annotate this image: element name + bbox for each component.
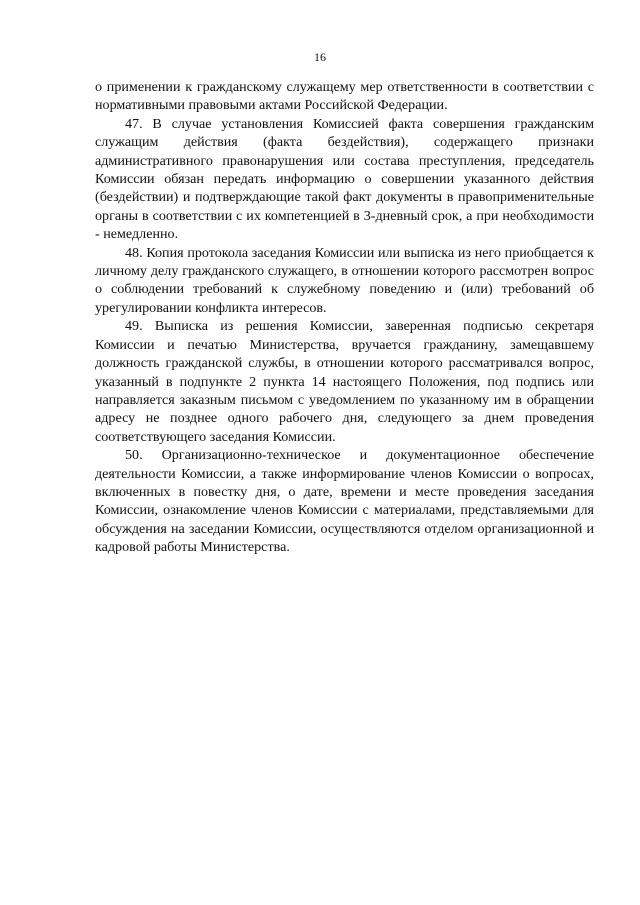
paragraph-item-47: 47. В случае установления Комиссией факта совершения гражданским служащим действия (факта бездействия), содержащего признаки административного правонарушения или состава преступления, председатель Комиссии обязан передать информацию о совершении указанного действия (бездействии) и подтверждающие такой факт документы в правоприменительные органы в соответствии с их компетенцией в 3-дневный срок, а при необходимости - немедленно. [95, 115, 594, 243]
paragraph-item-50: 50. Организационно-техническое и документационное обеспечение деятельности Комиссии, а также информирование членов Комиссии о вопросах, включенных в повестку дня, о дате, времени и месте проведения заседания Комиссии, ознакомление членов Комиссии с материалами, представляемыми для обсуждения на заседании Комиссии, осуществляются отделом организационной и кадровой работы Министерства. [95, 447, 594, 556]
page-number: 16 [314, 50, 326, 64]
paragraph-continuation: о применении к гражданскому служащему мер ответственности в соответствии с нормативными правовыми актами Российской Федерации. [95, 79, 594, 114]
document-body [95, 78, 594, 557]
paragraph-item-48: 48. Копия протокола заседания Комиссии или выписка из него приобщается к личному делу гражданского служащего, в отношении которого рассмотрен вопрос о соблюдении требований к служебному поведению и (или) требований об урегулировании конфликта интересов. [95, 244, 594, 316]
paragraph-item-49: 49. Выписка из решения Комиссии, заверенная подписью секретаря Комиссии и печатью Министерства, вручается гражданину, замещавшему должность гражданской службы, в отношении которого рассматривался вопрос, указанный в подпункте 2 пункта 14 настоящего Положения, под подпись или направляется заказным письмом с уведомлением по указанному им в обращении адресу не позднее одного рабочего дня, следующего за днем проведения соответствующего заседания Комиссии. [95, 318, 594, 445]
